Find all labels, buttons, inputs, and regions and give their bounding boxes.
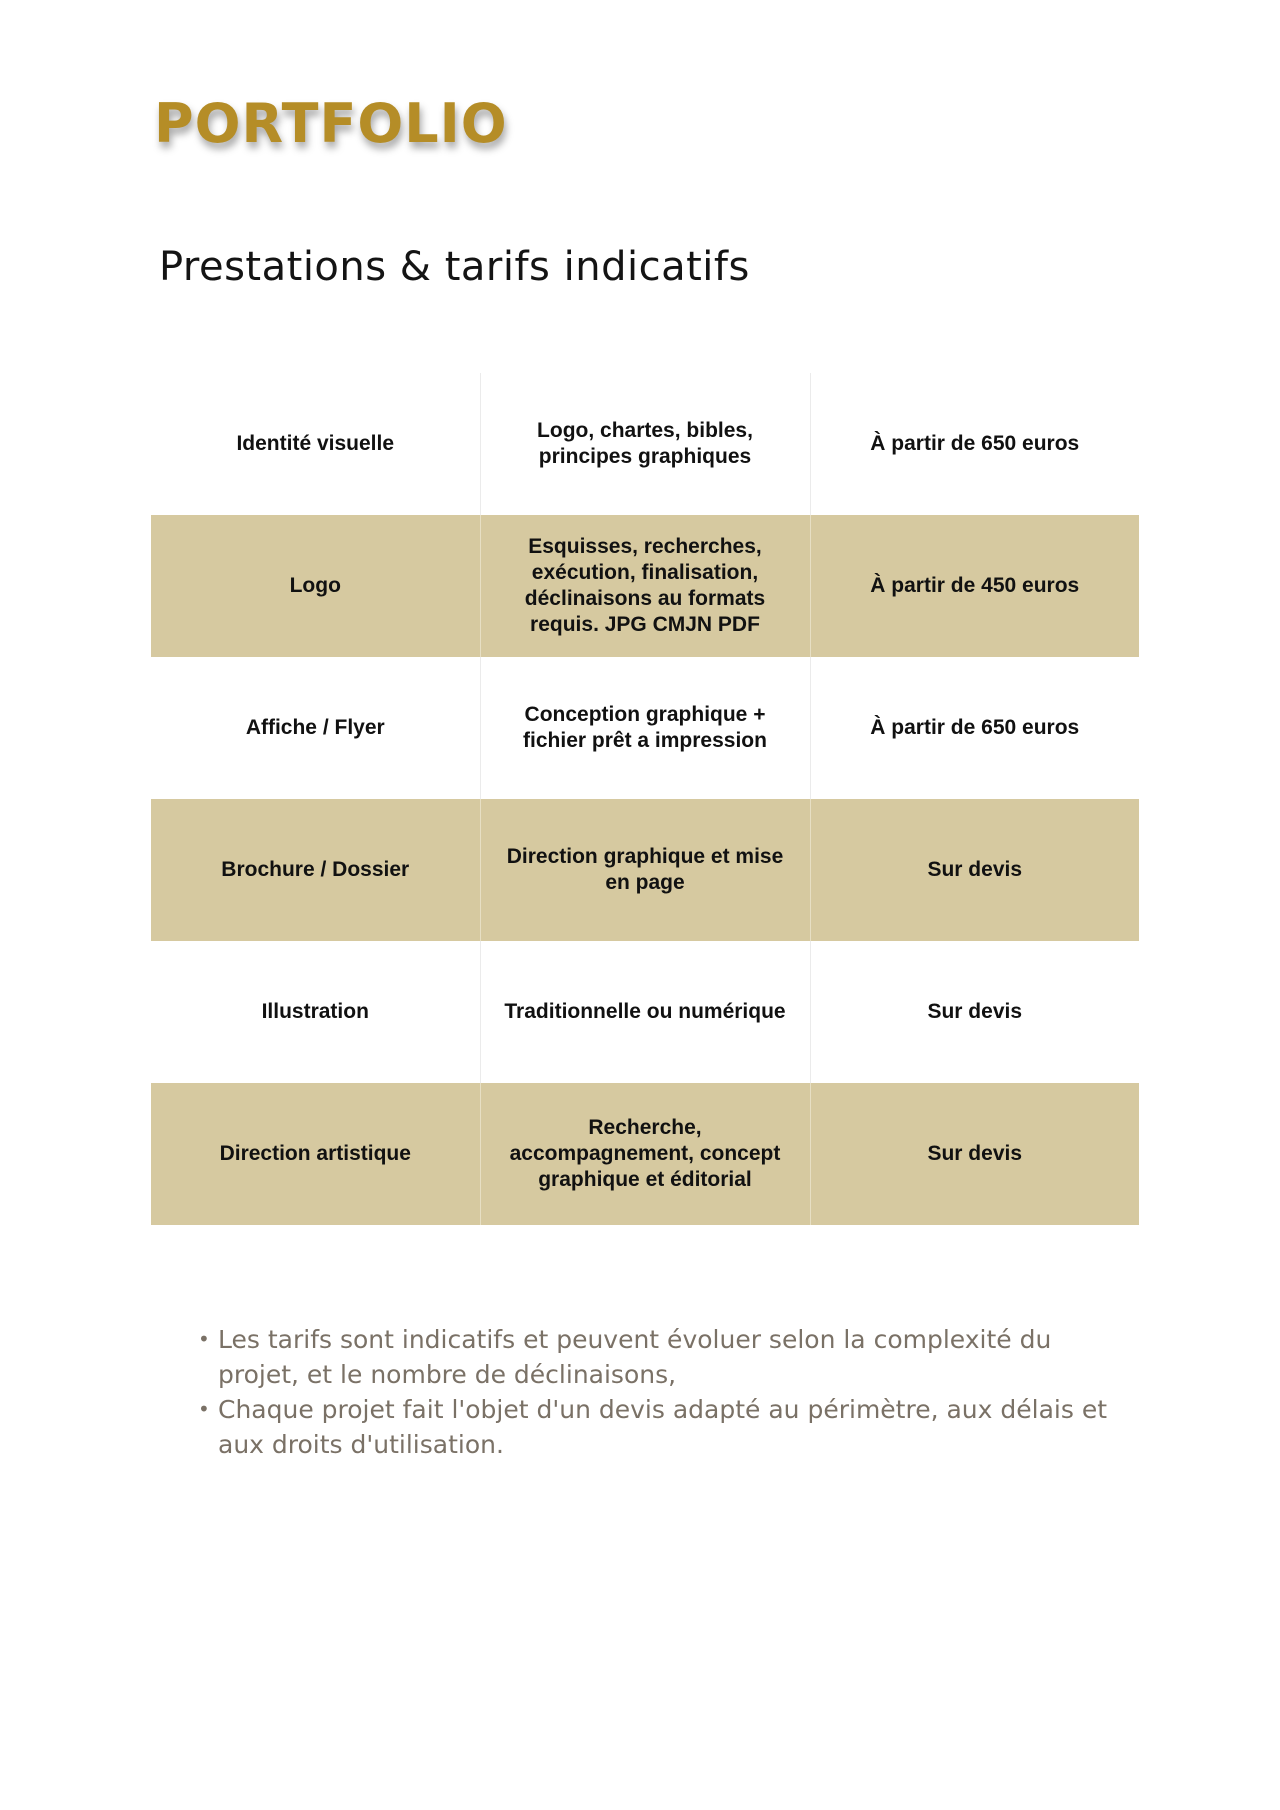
table-row <box>151 657 1139 799</box>
service-price: Sur devis <box>810 799 1139 941</box>
service-price: À partir de 450 euros <box>810 515 1139 657</box>
table-row <box>151 1083 1139 1225</box>
service-price: À partir de 650 euros <box>870 432 1080 455</box>
service-description: Traditionnelle ou numérique <box>480 941 810 1083</box>
service-name: Brochure / Dossier <box>151 799 480 941</box>
service-price: Sur devis <box>927 1000 1023 1023</box>
service-name: Illustration <box>151 941 480 1083</box>
service-name: Affiche / Flyer <box>151 657 480 799</box>
service-price: Sur devis <box>810 1083 1139 1225</box>
pricing-table <box>151 373 1139 1225</box>
bullet-icon: • <box>198 1327 210 1351</box>
list-item <box>198 1392 1118 1462</box>
service-name: Identité visuelle <box>151 373 480 515</box>
service-name: Direction artistique <box>151 1083 480 1225</box>
service-description: Recherche, accompagnement, concept graphique et éditorial <box>480 1083 810 1225</box>
service-name: Logo <box>151 515 480 657</box>
note-text: Les tarifs sont indicatifs et peuvent évoluer selon la complexité du projet, et le nombre de déclinaisons, <box>218 1325 1052 1389</box>
service-description: Esquisses, recherches, exécution, finalisation, déclinaisons au formats requis. JPG CMJN PDF <box>480 515 810 657</box>
table-row <box>151 515 1139 657</box>
service-description: Logo, chartes, bibles, principes graphiques <box>480 373 810 515</box>
service-price: À partir de 650 euros <box>870 716 1080 739</box>
table-row <box>151 373 1139 515</box>
note-text: Chaque projet fait l'objet d'un devis adapté au périmètre, aux délais et aux droits d'utilisation. <box>218 1395 1108 1459</box>
list-item <box>198 1322 1118 1392</box>
notes-list <box>198 1322 1118 1462</box>
table-row <box>151 799 1139 941</box>
page-title: Prestations & tarifs indicatifs <box>159 244 750 290</box>
bullet-icon: • <box>198 1397 210 1421</box>
table-row <box>151 941 1139 1083</box>
brand-title: PORTFOLIO <box>154 92 508 155</box>
service-description: Direction graphique et mise en page <box>480 799 810 941</box>
service-description: Conception graphique + fichier prêt a impression <box>480 657 810 799</box>
